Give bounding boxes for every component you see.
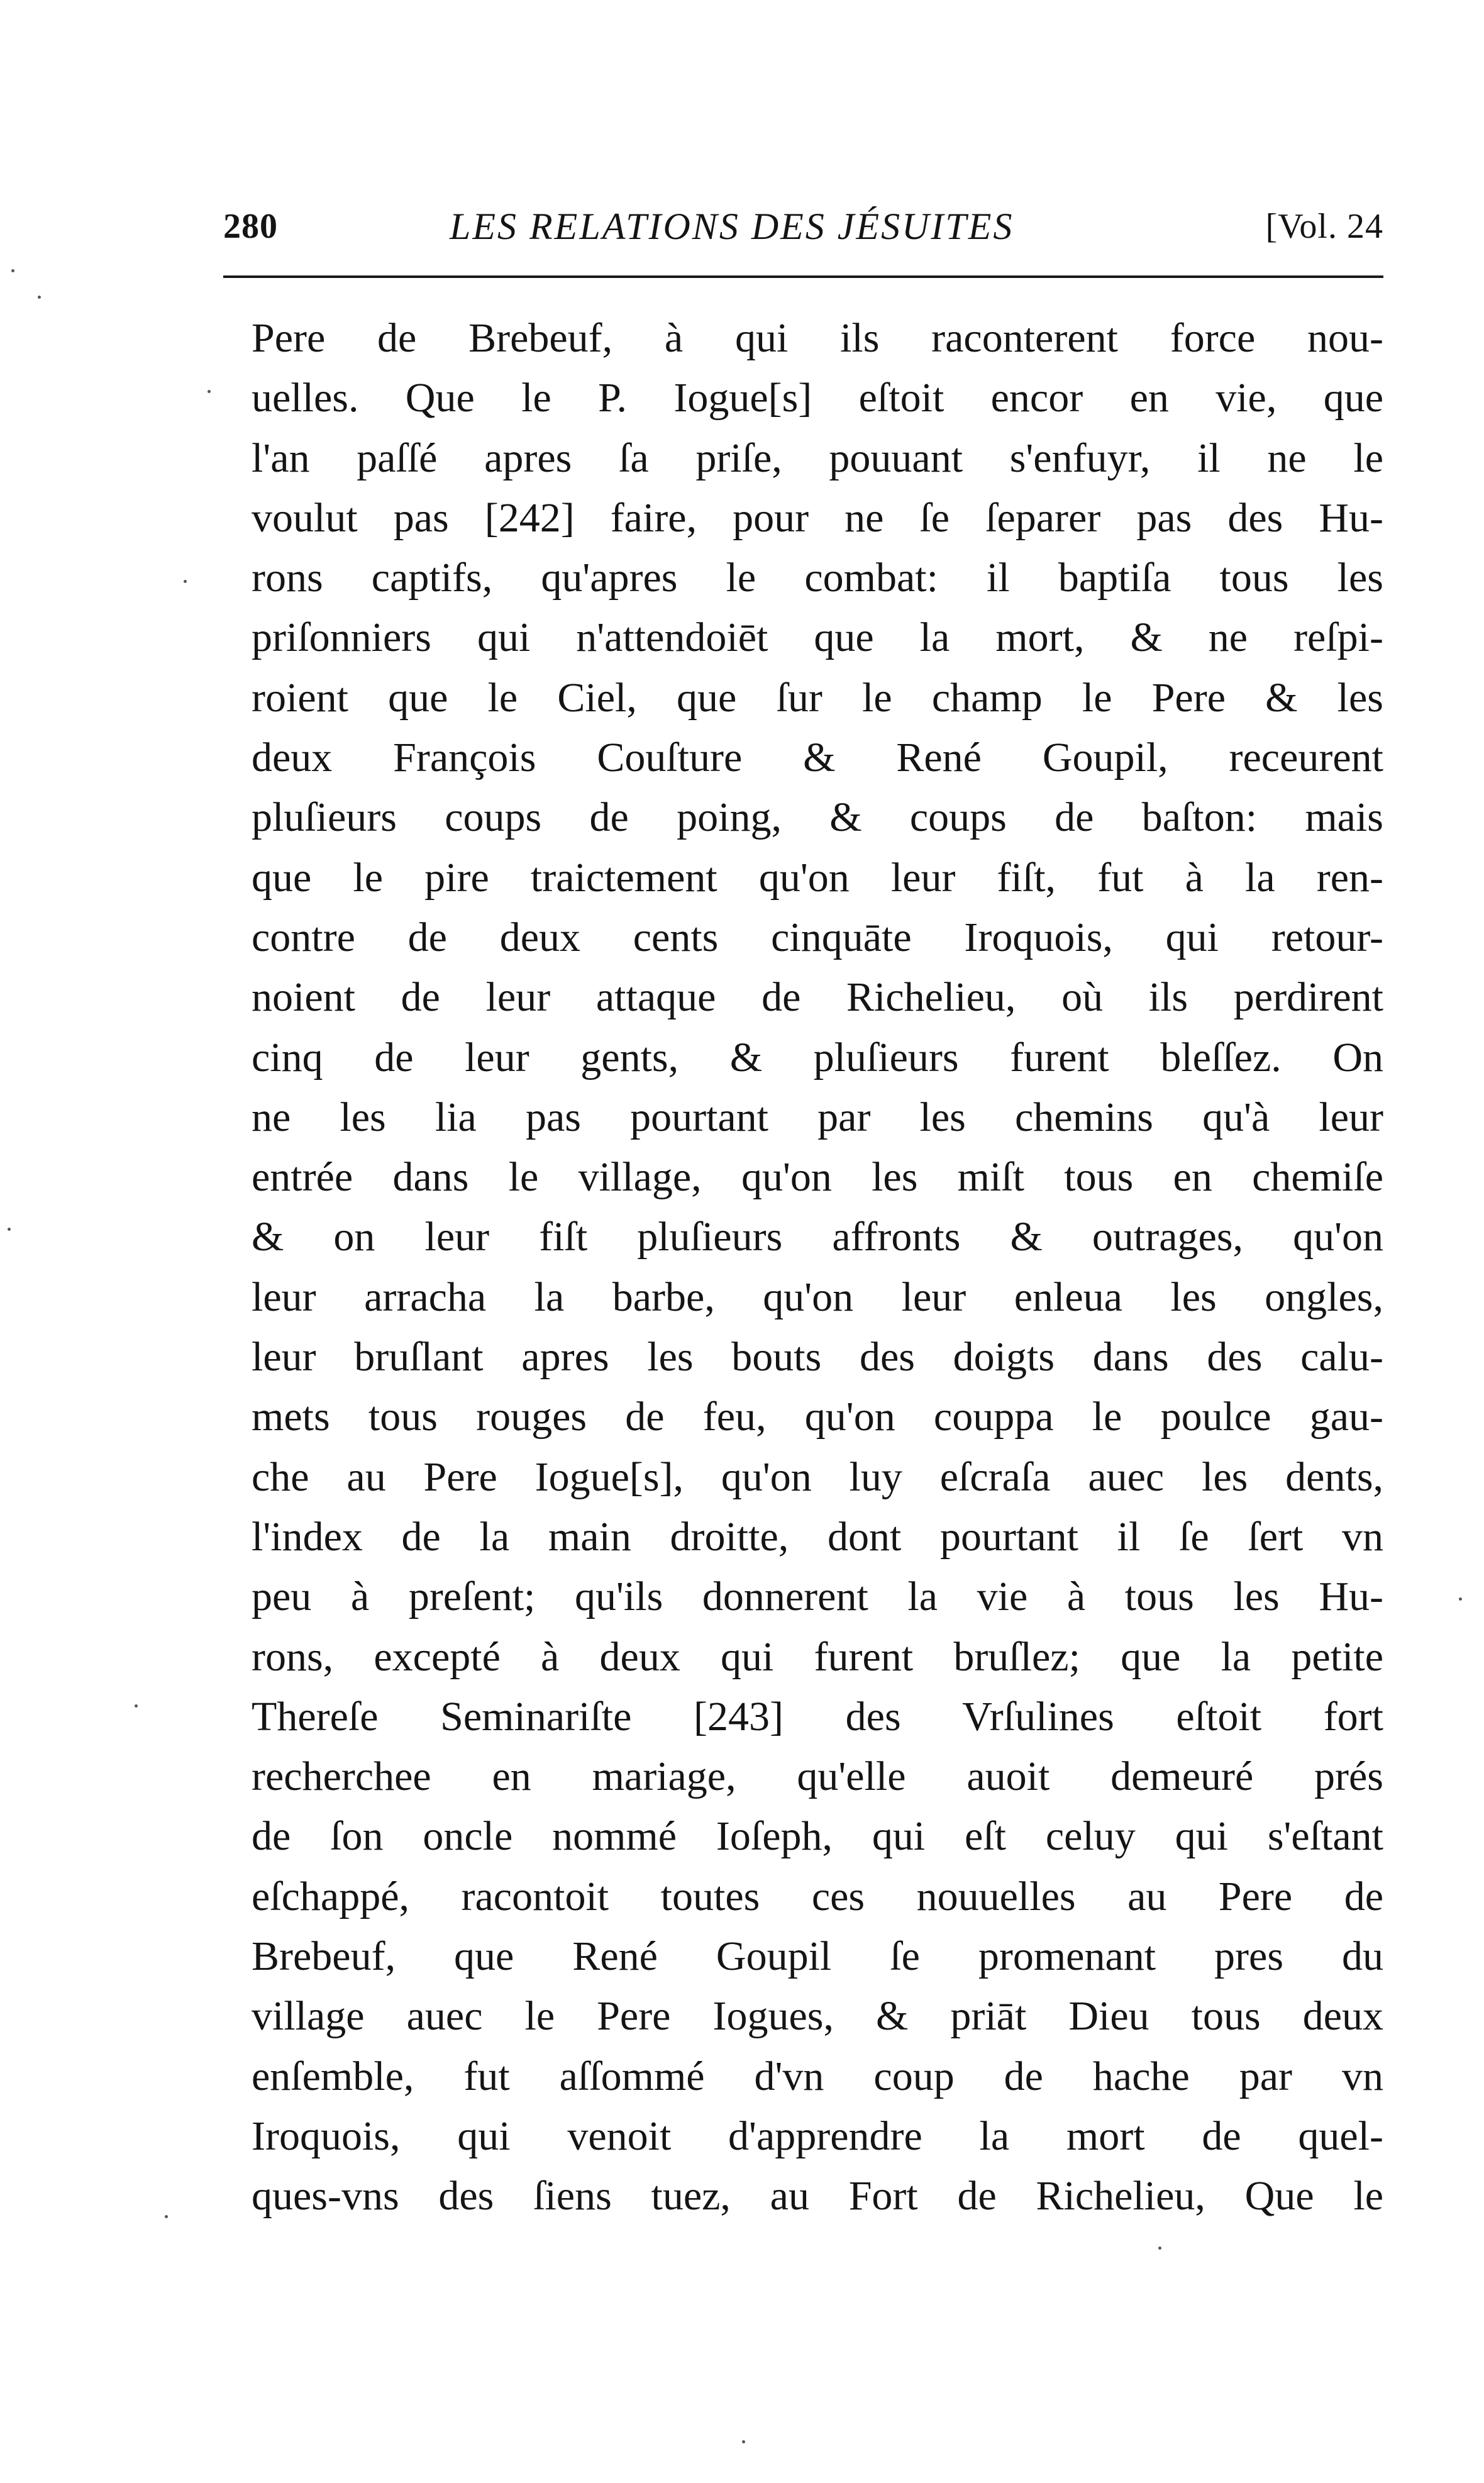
text-line: Thereſe Seminariſte [243] des Vrſulines eſtoit fort (252, 1693, 1383, 1740)
text-line: Iroquois, qui venoit d'apprendre la mort de quel- (252, 2113, 1383, 2159)
scan-speck (165, 2215, 168, 2218)
scan-speck (38, 296, 41, 299)
scan-speck (184, 580, 187, 583)
text-line: l'an paſſé apres ſa priſe, pouuant s'enfuyr, il ne le (252, 435, 1383, 481)
text-line: Pere de Brebeuf, à qui ils raconterent force nou- (252, 315, 1383, 361)
text-line: cinq de leur gents, & pluſieurs furent bleſſez. On (252, 1034, 1383, 1080)
text-line: priſonniers qui n'attendoiēt que la mort, & ne reſpi- (252, 614, 1383, 661)
text-line: che au Pere Iogue[s], qu'on luy eſcraſa auec les dents, (252, 1453, 1383, 1500)
volume-label: [Vol. 24 (1265, 207, 1383, 246)
text-line: Brebeuf, que René Goupil ſe promenant pres du (252, 1933, 1383, 1980)
scan-speck (1158, 2247, 1161, 2250)
page-number: 280 (223, 207, 278, 246)
scan-speck (1459, 1597, 1462, 1601)
text-line: voulut pas [242] faire, pour ne ſe ſeparer pas des Hu- (252, 494, 1383, 541)
text-line: leur arracha la barbe, qu'on leur enleua les ongles, (252, 1274, 1383, 1320)
scan-speck (11, 269, 14, 272)
page-header (223, 200, 1383, 257)
text-line: contre de deux cents cinquāte Iroquois, qui retour- (252, 914, 1383, 960)
body-text (252, 308, 1383, 2226)
text-line: recherchee en mariage, qu'elle auoit demeuré prés (252, 1753, 1383, 1800)
text-line: ques-vns des ſiens tuez, au Fort de Richelieu, Que le (252, 2173, 1383, 2219)
text-line: & on leur fiſt pluſieurs affronts & outrages, qu'on (252, 1214, 1383, 1260)
text-line: roient que le Ciel, que ſur le champ le Pere & les (252, 674, 1383, 721)
running-title: LES RELATIONS DES JÉSUITES (450, 206, 1014, 247)
text-line: village auec le Pere Iogues, & priāt Dieu tous deux (252, 1993, 1383, 2040)
text-line: l'index de la main droitte, dont pourtant il ſe ſert vn (252, 1513, 1383, 1560)
scan-speck (8, 1228, 11, 1231)
text-line: rons captifs, qu'apres le combat: il baptiſa tous les (252, 555, 1383, 601)
text-line: eſchappé, racontoit toutes ces nouuelles au Pere de (252, 1873, 1383, 1919)
text-line: deux François Couſture & René Goupil, receurent (252, 735, 1383, 781)
text-line: de ſon oncle nommé Ioſeph, qui eſt celuy qui s'eſtant (252, 1813, 1383, 1860)
text-line: rons, excepté à deux qui furent bruſlez; que la petite (252, 1633, 1383, 1680)
text-line: que le pire traictement qu'on leur fiſt, fut à la ren- (252, 854, 1383, 901)
text-line: entrée dans le village, qu'on les miſt tous en chemiſe (252, 1154, 1383, 1201)
header-rule (223, 275, 1383, 278)
scan-speck (208, 390, 211, 393)
text-line: noient de leur attaque de Richelieu, où ils perdirent (252, 974, 1383, 1021)
scan-speck (742, 2440, 745, 2443)
text-line: leur bruſlant apres les bouts des doigts dans des calu- (252, 1334, 1383, 1380)
text-line: pluſieurs coups de poing, & coups de baſton: mais (252, 794, 1383, 841)
scan-speck (135, 1704, 138, 1708)
text-line: ne les lia pas pourtant par les chemins qu'à leur (252, 1094, 1383, 1140)
text-line: uelles. Que le P. Iogue[s] eſtoit encor en vie, que (252, 375, 1383, 421)
text-line: enſemble, fut aſſommé d'vn coup de hache par vn (252, 2053, 1383, 2099)
text-line: peu à preſent; qu'ils donnerent la vie à tous les Hu- (252, 1574, 1383, 1620)
text-line: mets tous rouges de feu, qu'on couppa le poulce gau- (252, 1394, 1383, 1440)
